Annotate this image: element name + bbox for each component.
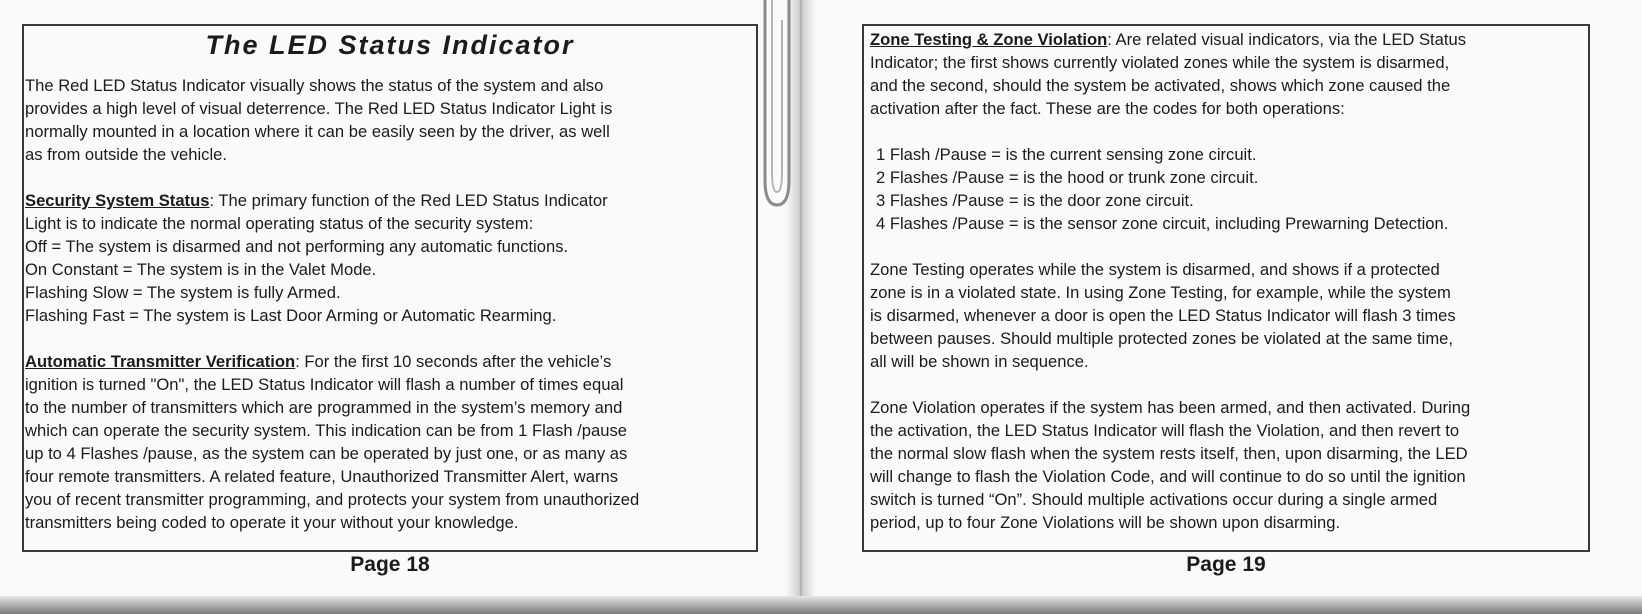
zone-violation-line: switch is turned “On”. Should multiple activations occur during a single armed: [870, 490, 1438, 509]
verification-line: you of recent transmitter programming, and protects your system from unauthorized: [25, 490, 640, 509]
status-flashing-fast-line: Flashing Fast = The system is Last Door Arming or Automatic Rearming.: [25, 306, 557, 325]
intro-line: normally mounted in a location where it can be easily seen by the driver, as well: [25, 122, 610, 141]
zone-line: activation after the fact. These are the codes for both operations:: [870, 99, 1345, 118]
page-number-right: Page 19: [1186, 553, 1266, 576]
right-content-box: [862, 24, 1590, 552]
zone-violation-line: will change to flash the Violation Code, and will continue to do so until the ignition: [870, 467, 1466, 486]
intro-line: The Red LED Status Indicator visually shows the status of the system and also: [25, 76, 604, 95]
verification-line: up to 4 Flashes /pause, as the system can be operated by just one, or as many as: [25, 444, 628, 463]
verification-heading: Automatic Transmitter Verification: [25, 352, 296, 371]
zone-line: Indicator; the first shows currently violated zones while the system is disarmed,: [870, 53, 1450, 72]
code-line: 2 Flashes /Pause = is the hood or trunk zone circuit.: [876, 168, 1259, 187]
page-number-left: Page 18: [350, 553, 430, 576]
paper-clip-icon: [755, 0, 795, 212]
security-status-paragraph: [25, 189, 608, 212]
status-flashing-slow-line: Flashing Slow = The system is fully Armed.: [25, 283, 341, 302]
security-status-text: : The primary function of the Red LED Status Indicator: [209, 191, 608, 210]
zone-testing-line: between pauses. Should multiple protected zones be violated at the same time,: [870, 329, 1453, 348]
page-title: The LED Status Indicator: [205, 30, 575, 60]
zone-testing-line: zone is in a violated state. In using Zone Testing, for example, while the system: [870, 283, 1451, 302]
zone-heading: Zone Testing & Zone Violation: [870, 30, 1108, 49]
code-line: 1 Flash /Pause = is the current sensing zone circuit.: [876, 145, 1257, 164]
intro-line: provides a high level of visual deterrence. The Red LED Status Indicator Light is: [25, 99, 613, 118]
status-on-constant-line: On Constant = The system is in the Valet Mode.: [25, 260, 377, 279]
zone-violation-line: the normal slow flash when the system rests itself, then, upon disarming, the LED: [870, 444, 1468, 463]
verification-line: four remote transmitters. A related feature, Unauthorized Transmitter Alert, warns: [25, 467, 619, 486]
verification-line: to the number of transmitters which are programmed in the system’s memory and: [25, 398, 623, 417]
code-line: 3 Flashes /Pause = is the door zone circuit.: [876, 191, 1194, 210]
status-off-line: Off = The system is disarmed and not performing any automatic functions.: [25, 237, 569, 256]
verification-paragraph: [25, 350, 611, 373]
verification-line: which can operate the security system. This indication can be from 1 Flash /pause: [25, 421, 627, 440]
zone-testing-line: Zone Testing operates while the system is disarmed, and shows if a protected: [870, 260, 1440, 279]
security-line: Light is to indicate the normal operating status of the security system:: [25, 214, 534, 233]
security-status-heading: Security System Status: [25, 191, 210, 210]
zone-testing-line: is disarmed, whenever a door is open the LED Status Indicator will flash 3 times: [870, 306, 1456, 325]
scan-shadow-bottom: [0, 596, 1642, 614]
intro-line: as from outside the vehicle.: [25, 145, 227, 164]
zone-testing-line: all will be shown in sequence.: [870, 352, 1089, 371]
verification-text: : For the first 10 seconds after the vehicle’s: [295, 352, 612, 371]
left-content-box: [22, 24, 758, 552]
zone-violation-line: Zone Violation operates if the system has been armed, and then activated. During: [870, 398, 1471, 417]
code-line: 4 Flashes /Pause = is the sensor zone circuit, including Prewarning Detection.: [876, 214, 1449, 233]
zone-violation-line: the activation, the LED Status Indicator will flash the Violation, and then revert to: [870, 421, 1460, 440]
zone-violation-line: period, up to four Zone Violations will be shown upon disarming.: [870, 513, 1341, 532]
verification-line: transmitters being coded to operate it your without your knowledge.: [25, 513, 519, 532]
verification-line: ignition is turned "On", the LED Status Indicator will flash a number of times equal: [25, 375, 624, 394]
zone-paragraph: [870, 28, 1466, 51]
zone-line: and the second, should the system be activated, shows which zone caused the: [870, 76, 1451, 95]
zone-intro-text: : Are related visual indicators, via the LED Status: [1107, 30, 1467, 49]
